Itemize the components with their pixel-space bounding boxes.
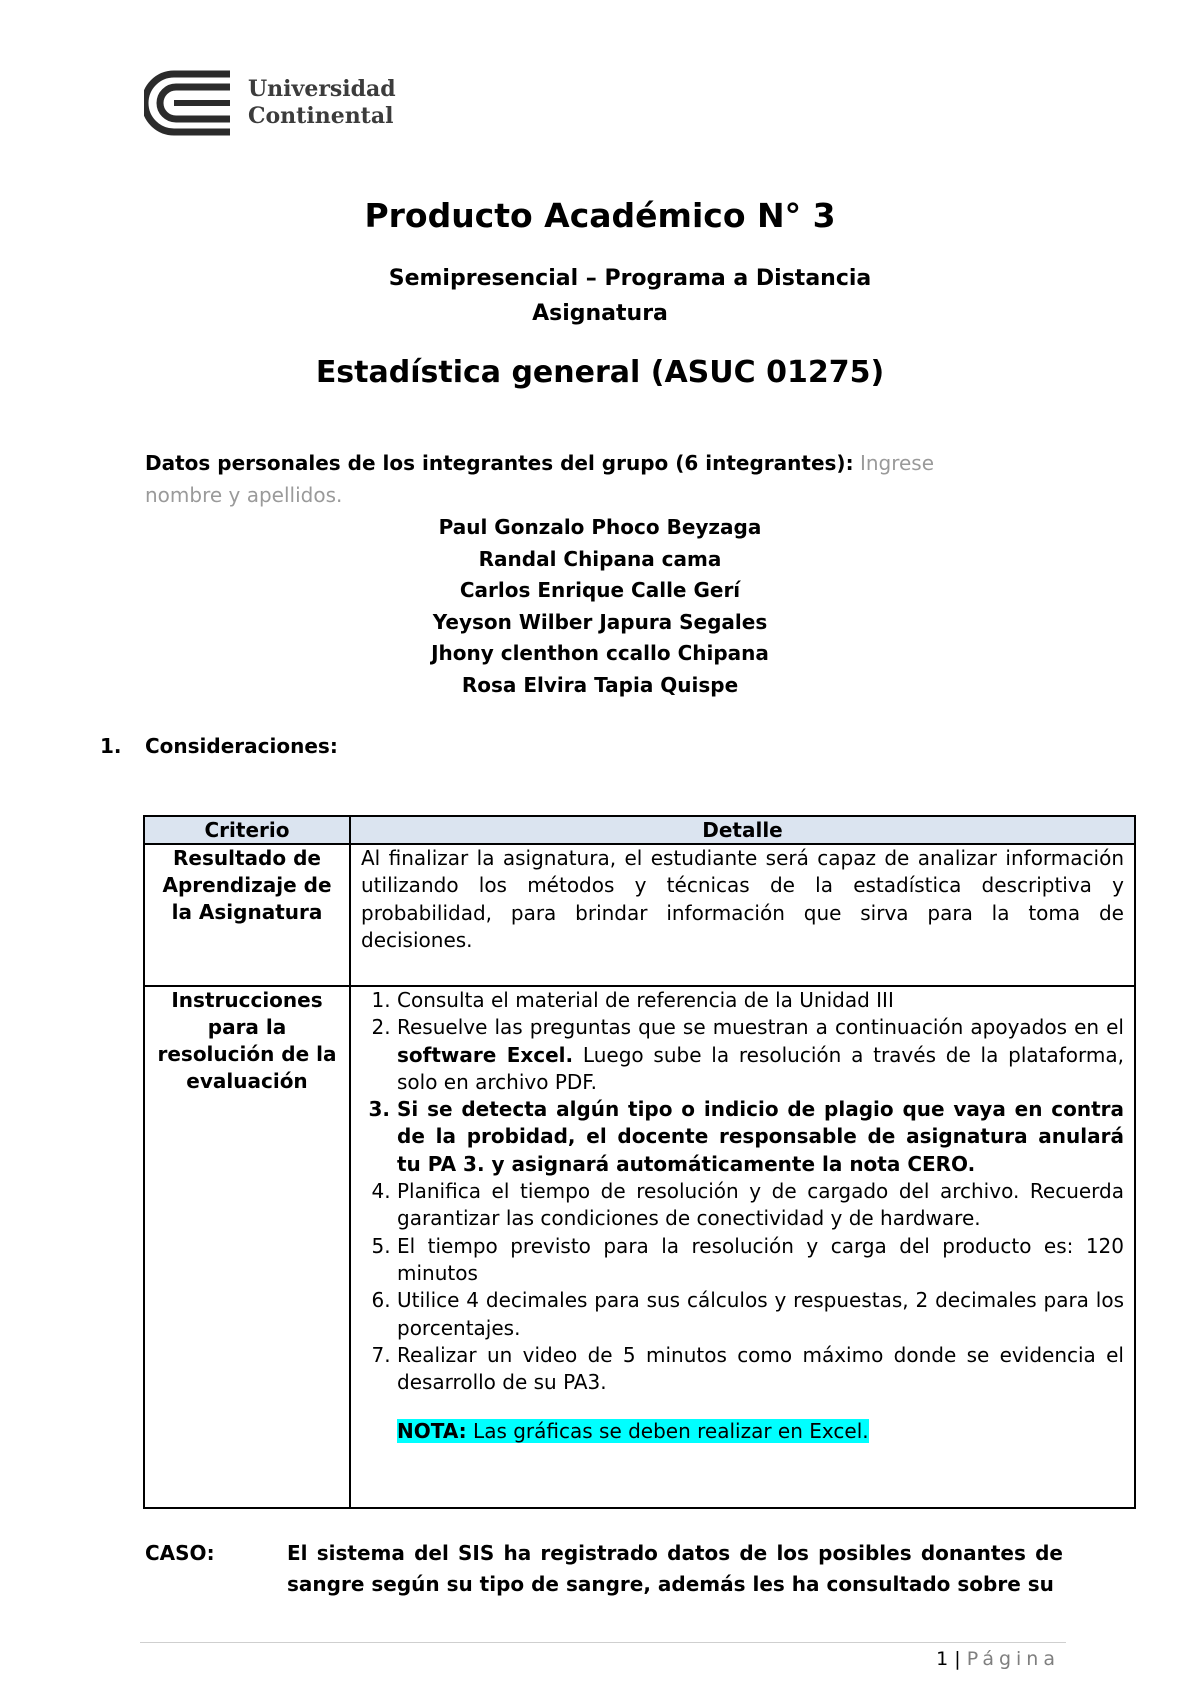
table-header-row	[144, 816, 1135, 844]
university-logo	[144, 70, 396, 136]
member-list	[0, 512, 1200, 702]
list-item: 3. Si se detecta algún tipo o indicio de plagio que vaya en contra de la probidad, el docente responsable de asignatura anulará tu PA 3. y asignará automáticamente la nota CERO.	[397, 1096, 1124, 1178]
detalle-cell: Al finalizar la asignatura, el estudiante será capaz de analizar información utilizando los métodos y técnicas de la estadística descriptiva y probabilidad, para brindar información que sirva para la toma de decisiones.	[350, 844, 1135, 986]
logo-line-2: Continental	[248, 103, 394, 129]
note-text: Las gráficas se deben realizar en Excel.	[466, 1419, 869, 1444]
list-item	[397, 1014, 1124, 1096]
section-heading	[100, 734, 338, 758]
page-label: Página	[966, 1648, 1060, 1670]
member-name: Yeyson Wilber Japura Segales	[432, 609, 768, 634]
note	[397, 1418, 1124, 1445]
member-name: Paul Gonzalo Phoco Beyzaga	[438, 515, 762, 539]
table-row	[144, 844, 1135, 986]
personal-data-placeholder: Ingrese nombre y apellidos.	[145, 451, 935, 507]
criterio-cell: Resultado de Aprendizaje de la Asignatura	[144, 844, 350, 986]
member-name: Randal Chipana cama	[478, 546, 722, 571]
personal-data-label: Datos personales de los integrantes del grupo (6 integrantes):	[145, 451, 854, 475]
footer-divider	[140, 1642, 1066, 1643]
subject-label: Asignatura	[532, 301, 668, 326]
list-item: 5. El tiempo previsto para la resolución y carga del producto es: 120 minutos	[397, 1233, 1124, 1288]
document-subtitle: Semipresencial – Programa a Distancia	[388, 266, 872, 291]
member-name: Jhony clenthon ccallo Chipana	[431, 641, 769, 666]
section-number: 1.	[100, 734, 122, 758]
item-text: Luego sube la resolución a través de la plataforma, solo en archivo PDF.	[397, 1042, 1124, 1094]
note-label: NOTA:	[397, 1419, 467, 1444]
page-footer	[936, 1648, 1060, 1670]
course-name: Estadística general (ASUC 01275)	[315, 355, 885, 390]
list-item: 1. Consulta el material de referencia de la Unidad III	[397, 987, 1124, 1014]
document-title: Producto Académico N° 3	[364, 196, 836, 235]
continental-logo-icon	[144, 70, 234, 136]
case-label: CASO:	[145, 1541, 215, 1565]
instructions-cell	[350, 986, 1135, 1508]
table-header-detalle: Detalle	[350, 816, 1135, 844]
item-text: Resuelve las preguntas que se muestran a continuación apoyados en el	[397, 1015, 1124, 1040]
member-name: Carlos Enrique Calle Gerí	[459, 578, 741, 603]
section-title: Consideraciones:	[145, 734, 338, 758]
instructions-list	[361, 987, 1124, 1396]
list-item: 6. Utilice 4 decimales para sus cálculos y respuestas, 2 decimales para los porcentajes.	[397, 1287, 1124, 1342]
case-text: El sistema del SIS ha registrado datos de los posibles donantes de sangre según su tipo de sangre, además les ha consultado sobre su	[287, 1541, 1063, 1596]
page-number: 1	[936, 1648, 949, 1670]
table-header-criterio: Criterio	[144, 816, 350, 844]
logo-wordmark	[248, 76, 396, 130]
item-bold-text: software Excel.	[397, 1042, 574, 1067]
personal-data-paragraph	[145, 447, 1015, 511]
footer-separator: |	[954, 1648, 961, 1670]
criteria-table	[143, 815, 1136, 1509]
logo-line-1: Universidad	[248, 76, 396, 102]
table-row	[144, 986, 1135, 1508]
member-name: Rosa Elvira Tapia Quispe	[461, 672, 739, 697]
criterio-cell: Instrucciones para la resolución de la evaluación	[144, 986, 350, 1508]
list-item: 7. Realizar un video de 5 minutos como máximo donde se evidencia el desarrollo de su PA3.	[397, 1342, 1124, 1397]
list-item: 4. Planifica el tiempo de resolución y de cargado del archivo. Recuerda garantizar las condiciones de conectividad y de hardware.	[397, 1178, 1124, 1233]
